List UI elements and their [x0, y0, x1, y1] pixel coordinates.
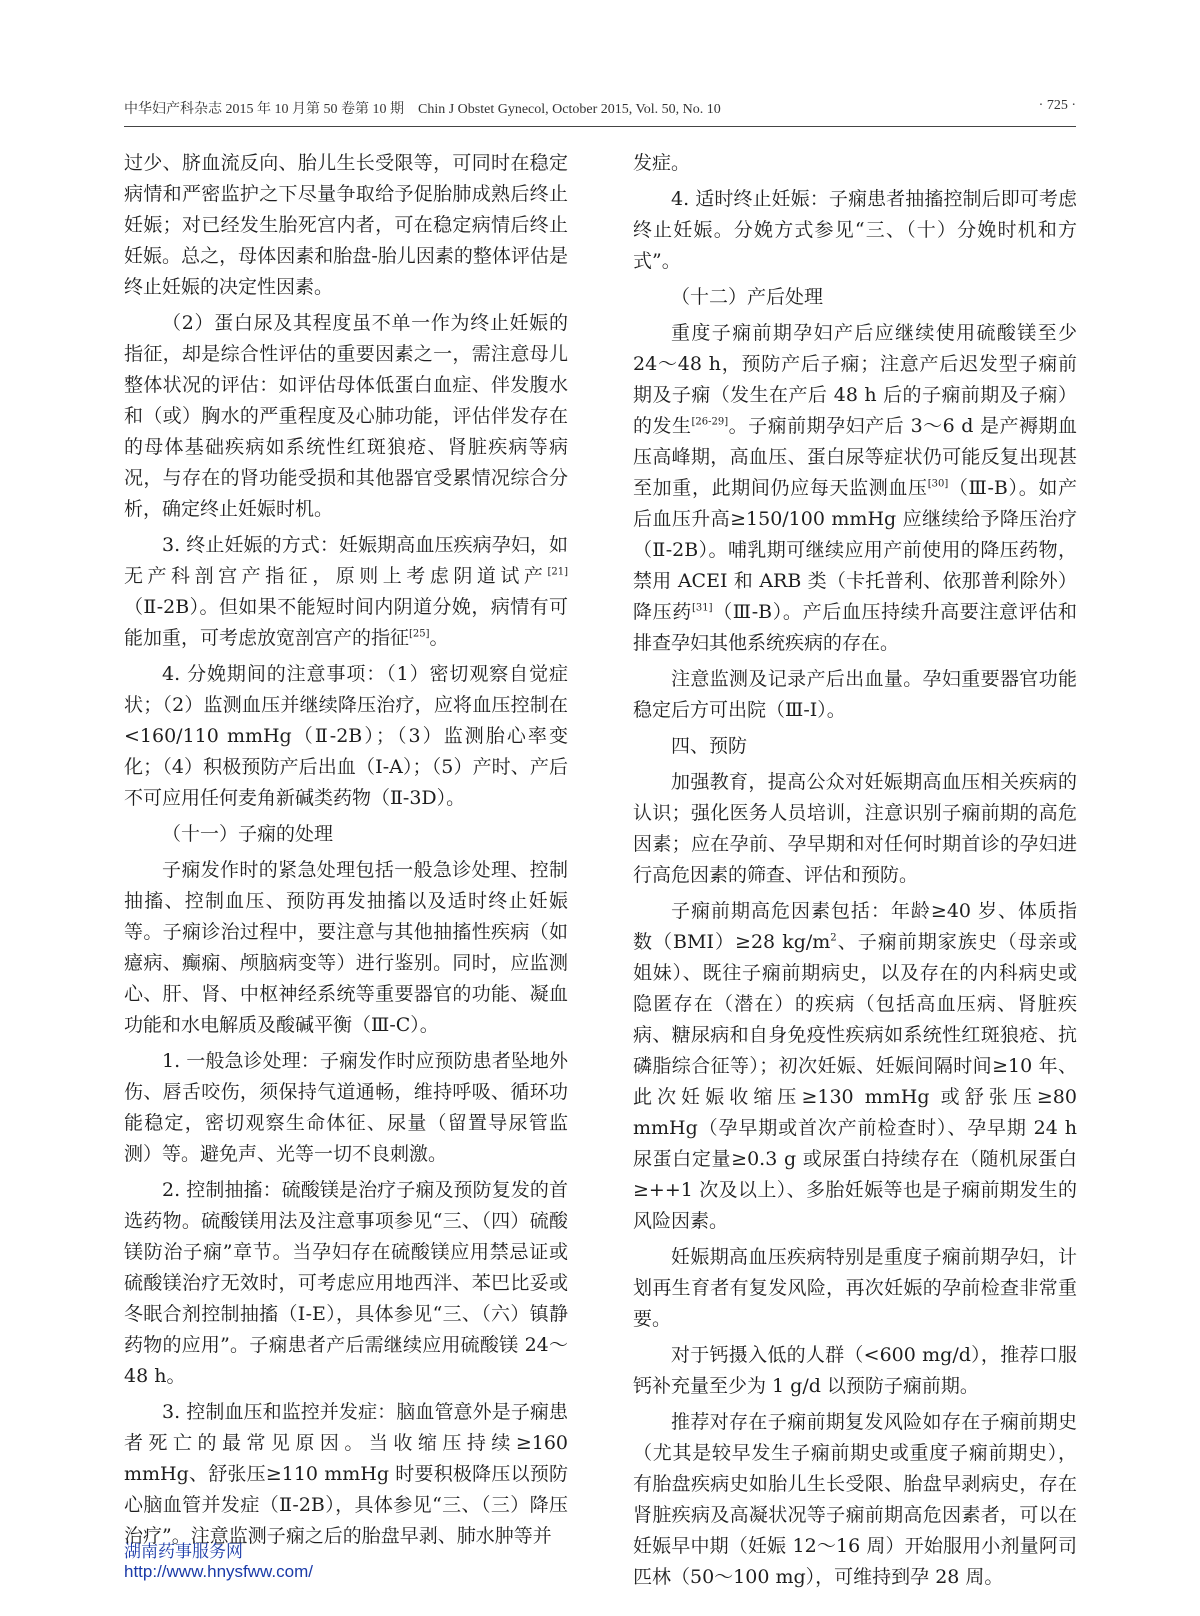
text-run: 。: [429, 627, 449, 649]
site-name: 湖南药事服务网: [124, 1542, 243, 1561]
paragraph: （2）蛋白尿及其程度虽不单一作为终止妊娠的指征，却是综合性评估的重要因素之一，需注意母儿整体状况的评估：如评估母体低蛋白血症、伴发腹水和（或）胸水的严重程度及心肺功能，评估伴发存在的母体基础疾病如系统性红斑狼疮、肾脏疾病等病况，与存在的肾功能受损和其他器官受累情况综合分析，确定终止妊娠时机。: [124, 312, 568, 520]
watermark-footer: [124, 1542, 313, 1582]
text-run: 3. 终止妊娠的方式：妊娠期高血压疾病孕妇，如无产科剖宫产指征，原则上考虑阴道试产: [124, 534, 568, 587]
paragraph: 子痫发作时的紧急处理包括一般急诊处理、控制抽搐、控制血压、预防再发抽搐以及适时终止妊娠等。子痫诊治过程中，要注意与其他抽搐性疾病（如癔病、癫痫、颅脑病变等）进行鉴别。同时，应监测心、肝、肾、中枢神经系统等重要器官的功能、凝血功能和水电解质及酸碱平衡（Ⅲ-C）。: [124, 859, 568, 1036]
page-number: · 725 ·: [1038, 98, 1076, 113]
citation-ref: [31]: [691, 602, 713, 614]
paragraph: 2. 控制抽搐：硫酸镁是治疗子痫及预防复发的首选药物。硫酸镁用法及注意事项参见“三、（四）硫酸镁防治子痫”章节。当孕妇存在硫酸镁应用禁忌证或硫酸镁治疗无效时，可考虑应用地西泮、苯巴比妥或冬眠合剂控制抽搐（Ⅰ-E），具体参见“三、（六）镇静药物的应用”。子痫患者产后需继续应用硫酸镁 24～48 h。: [124, 1179, 568, 1387]
journal-citation: 中华妇产科杂志 2015 年 10 月第 50 卷第 10 期 Chin J Obstet Gynecol, October 2015, Vol. 50, No. 10: [124, 102, 721, 117]
paragraph: 过少、脐血流反向、胎儿生长受限等，可同时在稳定病情和严密监护之下尽量争取给予促胎肺成熟后终止妊娠；对已经发生胎死宫内者，可在稳定病情后终止妊娠。总之，母体因素和胎盘-胎儿因素的整体评估是终止妊娠的决定性因素。: [124, 152, 568, 298]
text-run: （Ⅱ-2B）。但如果不能短时间内阴道分娩，病情有可能加重，可考虑放宽剖宫产的指征: [124, 596, 568, 649]
text-run: （Ⅲ-B）。如产后血压升高≥150/100 mmHg 应继续给予降压治疗（Ⅱ-2B）。哺乳期可继续应用产前使用的降压药物，禁用 ACEI 和 ARB 类（卡托普利、依那普利除外）降压药: [633, 477, 1077, 623]
section-heading: （十一）子痫的处理: [162, 823, 334, 845]
citation-ref: [21]: [547, 566, 568, 578]
superscript: 2: [830, 932, 837, 944]
text-run: 。子痫前期孕妇产后 3～6 d 是产褥期血压高峰期，高血压、蛋白尿等症状仍可能反复出现甚至加重，此期间仍应每天监测血压: [633, 415, 1077, 499]
section-heading: （十二）产后处理: [671, 286, 824, 308]
paragraph: 注意监测及记录产后出血量。孕妇重要器官功能稳定后方可出院（Ⅲ-I）。: [633, 668, 1077, 721]
paragraph: 4. 分娩期间的注意事项：（1）密切观察自觉症状；（2）监测血压并继续降压治疗，应将血压控制在<160/110 mmHg（Ⅱ-2B）；（3）监测胎心率变化；（4）积极预防产后出血（Ⅰ-A）；（5）产时、产后不可应用任何麦角新碱类药物（Ⅱ-3D）。: [124, 663, 568, 809]
paragraph: 1. 一般急诊处理：子痫发作时应预防患者坠地外伤、唇舌咬伤，须保持气道通畅，维持呼吸、循环功能稳定，密切观察生命体征、尿量（留置导尿管监测）等。避免声、光等一切不良刺激。: [124, 1050, 568, 1165]
paragraph: [633, 318, 1077, 659]
text-run: 子痫前期高危因素包括：年龄≥40 岁、体质指数（BMI）≥28 kg/m: [633, 900, 1077, 953]
left-column: [124, 148, 568, 1557]
paragraph: 3. 控制血压和监控并发症：脑血管意外是子痫患者死亡的最常见原因。当收缩压持续≥160 mmHg、舒张压≥110 mmHg 时要积极降压以预防心脑血管并发症（Ⅱ-2B），具体参见“三、（三）降压治疗”。注意监测子痫之后的胎盘早剥、肺水肿等并: [124, 1401, 568, 1547]
section-heading: 四、预防: [671, 735, 748, 757]
text-run: 重度子痫前期孕妇产后应继续使用硫酸镁至少 24～48 h，预防产后子痫；注意产后迟发型子痫前期及子痫（发生在产后 48 h 后的子痫前期及子痫）的发生: [633, 322, 1077, 437]
paragraph: 加强教育，提高公众对妊娠期高血压相关疾病的认识；强化医务人员培训，注意识别子痫前期的高危因素；应在孕前、孕早期和对任何时期首诊的孕妇进行高危因素的筛查、评估和预防。: [633, 771, 1077, 886]
citation-ref: [25]: [409, 628, 430, 640]
text-run: （Ⅲ-B）。产后血压持续升高要注意评估和排查孕妇其他系统疾病的存在。: [633, 601, 1077, 654]
paragraph: [124, 530, 568, 654]
paragraph: 4. 适时终止妊娠：子痫患者抽搐控制后即可考虑终止妊娠。分娩方式参见“三、（十）分娩时机和方式”。: [633, 188, 1077, 272]
paragraph: 推荐对存在子痫前期复发风险如存在子痫前期史（尤其是较早发生子痫前期史或重度子痫前期史），有胎盘疾病史如胎儿生长受限、胎盘早剥病史，存在肾脏疾病及高凝状况等子痫前期高危因素者，可以在妊娠早中期（妊娠 12～16 周）开始服用小剂量阿司匹林（50～100 mg），可维持到孕 28 周。: [633, 1411, 1077, 1588]
citation-ref: [30]: [927, 478, 949, 490]
right-column: [633, 148, 1077, 1598]
paragraph: 发症。: [633, 152, 691, 174]
citation-ref: [26-29]: [691, 416, 729, 428]
paragraph: 妊娠期高血压疾病特别是重度子痫前期孕妇，计划再生育者有复发风险，再次妊娠的孕前检查非常重要。: [633, 1246, 1077, 1330]
running-header: [124, 98, 1076, 127]
paragraph: 对于钙摄入低的人群（<600 mg/d），推荐口服钙补充量至少为 1 g/d 以预防子痫前期。: [633, 1344, 1077, 1397]
paragraph: [633, 896, 1077, 1237]
site-url[interactable]: http://www.hnysfww.com/: [124, 1562, 313, 1581]
text-run: 、子痫前期家族史（母亲或姐妹）、既往子痫前期病史，以及存在的内科病史或隐匿存在（潜在）的疾病（包括高血压病、肾脏疾病、糖尿病和自身免疫性疾病如系统性红斑狼疮、抗磷脂综合征等）；初次妊娠、妊娠间隔时间≥10 年、此次妊娠收缩压≥130 mmHg 或舒张压≥80 mmHg（孕早期或首次产前检查时）、孕早期 24 h 尿蛋白定量≥0.3 g 或尿蛋白持续存在（随机尿蛋白≥++1 次及以上）、多胎妊娠等也是子痫前期发生的风险因素。: [633, 931, 1077, 1232]
